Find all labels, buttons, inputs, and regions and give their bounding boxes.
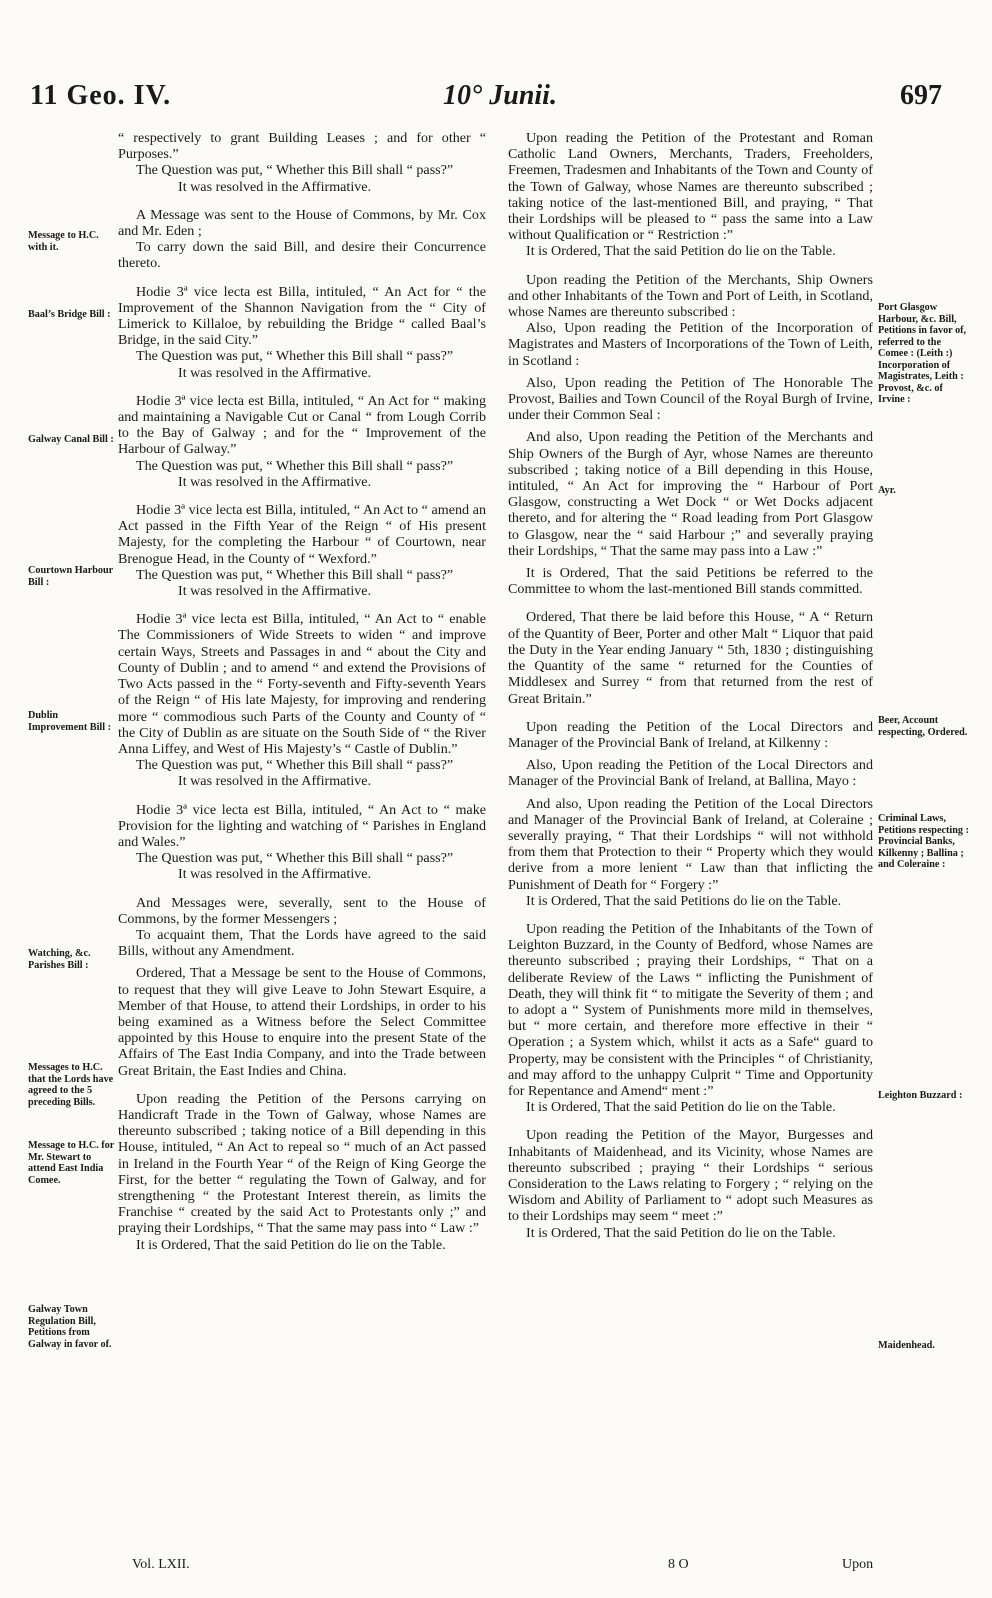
- bill-reading: Hodie 3ª vice lecta est Billa, intituled, “ An Act for “ the Improvement of the Shannon Navigation from the “ City of Limerick to Killaloe, by rebuilding the Bridge “ called Baal’s Bridge, in the said City.”: [118, 283, 486, 349]
- resolution-line: It was resolved in the Affirmative.: [178, 473, 372, 490]
- question-line: The Question was put, “ Whether this Bill shall “ pass?”: [136, 162, 454, 179]
- order-line: It is Ordered, That the said Petition do lie on the Table.: [526, 1224, 836, 1241]
- right-column: [508, 130, 873, 1241]
- order-line: It is Ordered, That the said Petition do lie on the Table.: [526, 1099, 836, 1116]
- paragraph: To carry down the said Bill, and desire their Concurrence thereto.: [118, 239, 486, 272]
- question-line: The Question was put, “ Whether this Bill shall “ pass?”: [136, 348, 454, 365]
- margin-note-left: Dublin Improvement Bill :: [28, 710, 112, 733]
- petition-paragraph: And also, Upon reading the Petition of the Local Directors and Manager of the Provincial Bank of Ireland, at Coleraine ; severally praying, “ That their Lordships “ will not withhold from them that Protection to their “ Property which they would derive from a more lenient “ Law than that inflicting the Punishment of Death for “ Forgery :”: [508, 795, 873, 893]
- question-line: The Question was put, “ Whether this Bill shall “ pass?”: [136, 566, 454, 583]
- petition-paragraph: Upon reading the Petition of the Mayor, Burgesses and Inhabitants of Maidenhead, and its Vicinity, whose Names are thereunto subscribed ; praying “ their Lordships “ serious Consideration to the Laws relating to Forgery ; “ relying on the Wisdom and Ability of Parliament to “ adopt such Measures as to their Lordships may seem “ meet :”: [508, 1127, 873, 1225]
- petition-paragraph: Also, Upon reading the Petition of the Incorporation of Magistrates and Masters of Incorporations of the Town of Leith, in Scotland :: [508, 320, 873, 369]
- margin-note-left: Galway Town Regulation Bill, Petitions from Galway in favor of.: [28, 1304, 112, 1350]
- petition-paragraph: Upon reading the Petition of the Inhabitants of the Town of Leighton Buzzard, in the County of Bedford, whose Names are thereunto subscribed ; praying their Lordships, “ That on a deliberate Review of the Laws “ inflicting the Punishment of Death, they will think fit “ to mitigate the Severity of them ; and to adopt a “ System of Punishments more mild in themselves, but “ more certain, and therefore more effective in their “ Operation ; a System which, whilst it acts as a Safe“ guard to Property, may be consistent with the Principles “ of Christianity, and may afford to the unhappy Culprit “ Time and Opportunity for Repentance and Amend“ ment :”: [508, 920, 873, 1099]
- catchword: Upon: [842, 1557, 874, 1572]
- order-line: It is Ordered, That the said Petitions do lie on the Table.: [526, 892, 842, 909]
- bill-reading: Hodie 3ª vice lecta est Billa, intituled, “ An Act to “ enable The Commissioners of Wide Streets to widen “ and improve certain Ways, Streets and Passages in and “ about the City and County of Dublin ; and to amend “ and extend the Provisions of Two Acts passed in the “ Forty-seventh and Fifty-seventh Years of the Reign “ of His late Majesty, for improving and rendering more “ commodious such Parts of the County and County of “ the City of Dublin as are situate on the South Side of “ the River Anna Liffey, and West of His Majesty’s “ Castle of Dublin.”: [118, 611, 486, 757]
- margin-note-left: Courtown Harbour Bill :: [28, 565, 113, 588]
- margin-note-left: Messages to H.C. that the Lords have agreed to the 5 preceding Bills.: [28, 1062, 114, 1108]
- resolution-line: It was resolved in the Affirmative.: [178, 773, 372, 790]
- page-number: 697: [900, 80, 942, 111]
- paragraph: “ respectively to grant Building Leases ; and for other “ Purposes.”: [118, 130, 486, 163]
- volume-label: Vol. LXII.: [132, 1557, 190, 1572]
- petition-paragraph: And also, Upon reading the Petition of the Merchants and Ship Owners of the Burgh of Ayr, whose Names are thereunto subscribed ; taking notice of a Bill depending in this House, intituled, “ An Act for improving the “ Harbour of Port Glasgow, constructing a Wet Dock “ or Wet Docks adjacent thereto, and for altering the “ Road leading from Port Glasgow to Glasgow, near the “ said Harbour ;” and severally praying their Lordships, “ That the same may pass into a Law :”: [508, 429, 873, 559]
- margin-note-right: Criminal Laws, Petitions respecting : Provincial Banks, Kilkenny ; Ballina ; and Coleraine :: [878, 813, 969, 870]
- margin-note-right: Maidenhead.: [878, 1340, 935, 1351]
- margin-note-left: Watching, &c. Parishes Bill :: [28, 948, 91, 971]
- paragraph: To acquaint them, That the Lords have agreed to the said Bills, without any Amendment.: [118, 926, 486, 960]
- order-line: It is Ordered, That the said Petitions be referred to the Committee to whom the last-mentioned Bill stands committed.: [508, 565, 873, 598]
- date-heading: 10° Junii.: [443, 80, 557, 111]
- page-footer: [0, 1557, 992, 1581]
- bill-reading: Hodie 3ª vice lecta est Billa, intituled, “ An Act for “ making and maintaining a Navigable Cut or Canal “ from Lough Corrib to the Bay of Galway ; and for the “ Improvement of the Harbour of Galway.”: [118, 392, 486, 458]
- resolution-line: It was resolved in the Affirmative.: [178, 866, 372, 883]
- margin-note-left: Galway Canal Bill :: [28, 434, 114, 445]
- order-paragraph: Ordered, That there be laid before this House, “ A “ Return of the Quantity of Beer, Porter and other Malt “ Liquor that paid the Duty in the Year ending January “ 5th, 1830 ; distinguishing the Quantity of the same “ returned for the Counties of Middlesex and Surrey “ from that returned from the rest of Great Britain.”: [508, 609, 873, 707]
- bill-reading: Hodie 3ª vice lecta est Billa, intituled, “ An Act to “ amend an Act passed in the Fifth Year of the Reign “ of His present Majesty, for the completing the Harbour “ of Courtown, near Brenogue Head, in the County of “ Wexford.”: [118, 502, 486, 567]
- resolution-line: It was resolved in the Affirmative.: [178, 178, 372, 195]
- question-line: The Question was put, “ Whether this Bill shall “ pass?”: [136, 850, 454, 867]
- order-line: It is Ordered, That the said Petition do lie on the Table.: [526, 243, 836, 260]
- regnal-year: 11 Geo. IV.: [30, 80, 172, 111]
- order-line: It is Ordered, That the said Petition do lie on the Table.: [136, 1236, 446, 1253]
- margin-note-right: Port Glasgow Harbour, &c. Bill, Petitions in favor of, referred to the Comee : (Leith :) Incorporation of Magistrates, Leith : Provost, &c. of Irvine :: [878, 302, 967, 405]
- resolution-line: It was resolved in the Affirmative.: [178, 364, 372, 381]
- paragraph: A Message was sent to the House of Commons, by Mr. Cox and Mr. Eden ;: [118, 206, 486, 240]
- petition-paragraph: Also, Upon reading the Petition of The Honorable The Provost, Bailies and Town Council of the Royal Burgh of Irvine, under their Common Seal :: [508, 374, 873, 424]
- resolution-line: It was resolved in the Affirmative.: [178, 583, 372, 600]
- margin-note-right: Beer, Account respecting, Ordered.: [878, 715, 968, 738]
- margin-note-right: Ayr.: [878, 485, 896, 496]
- signature-mark: 8 O: [668, 1557, 689, 1572]
- running-header: [0, 80, 992, 124]
- margin-note-left: Message to H.C. for Mr. Stewart to attend East India Comee.: [28, 1140, 115, 1186]
- petition-paragraph: Upon reading the Petition of the Merchants, Ship Owners and other Inhabitants of the Town and Port of Leith, in Scotland, whose Names are thereunto subscribed :: [508, 271, 873, 321]
- petition-paragraph: Upon reading the Petition of the Local Directors and Manager of the Provincial Bank of Ireland, at Kilkenny :: [508, 718, 873, 751]
- petition-paragraph: Upon reading the Petition of the Persons carrying on Handicraft Trade in the Town of Galway, whose Names are thereunto subscribed ; taking notice of a Bill depending in this House, intituled, “ An Act to repeal so “ much of an Act passed in Ireland in the Fourth Year “ of the Reign of King George the First, for the better “ regulating the Town of Galway, and for strengthening “ the Protestant Interest therein, as limits the Franchise “ created by the said Act to Protestants only ;” and praying their Lordships, “ That the same may pass into “ Law :”: [118, 1090, 486, 1237]
- question-line: The Question was put, “ Whether this Bill shall “ pass?”: [136, 457, 454, 474]
- petition-paragraph: Also, Upon reading the Petition of the Local Directors and Manager of the Provincial Bank of Ireland, at Ballina, Mayo :: [508, 757, 873, 790]
- left-column: [118, 130, 486, 1253]
- margin-note-right: Leighton Buzzard :: [878, 1090, 963, 1101]
- petition-paragraph: Upon reading the Petition of the Protestant and Roman Catholic Land Owners, Merchants, Traders, Freeholders, Freemen, Tradesmen and Inhabitants of the Town and County of the Town of Galway, whose Names are thereunto subscribed ; taking notice of the last-mentioned Bill, and praying, “ That their Lordships will be pleased to “ pass the same into a Law without Qualification or “ Restriction :”: [508, 130, 873, 244]
- order-paragraph: Ordered, That a Message be sent to the House of Commons, to request that they will give Leave to John Stewart Esquire, a Member of that House, to attend their Lordships, in order to his being examined as a Witness before the Select Committee appointed by this House to enquire into the present State of the Affairs of The East India Company, and into the Trade between Great Britain, the East Indies and China.: [118, 965, 486, 1079]
- margin-note-left: Message to H.C. with it.: [28, 230, 99, 253]
- paragraph: And Messages were, severally, sent to the House of Commons, by the former Messengers ;: [118, 894, 486, 927]
- bill-reading: Hodie 3ª vice lecta est Billa, intituled, “ An Act to “ make Provision for the lighting and watching of “ Parishes in England and Wales.”: [118, 801, 486, 850]
- margin-note-left: Baal’s Bridge Bill :: [28, 309, 111, 320]
- question-line: The Question was put, “ Whether this Bill shall “ pass?”: [136, 757, 454, 774]
